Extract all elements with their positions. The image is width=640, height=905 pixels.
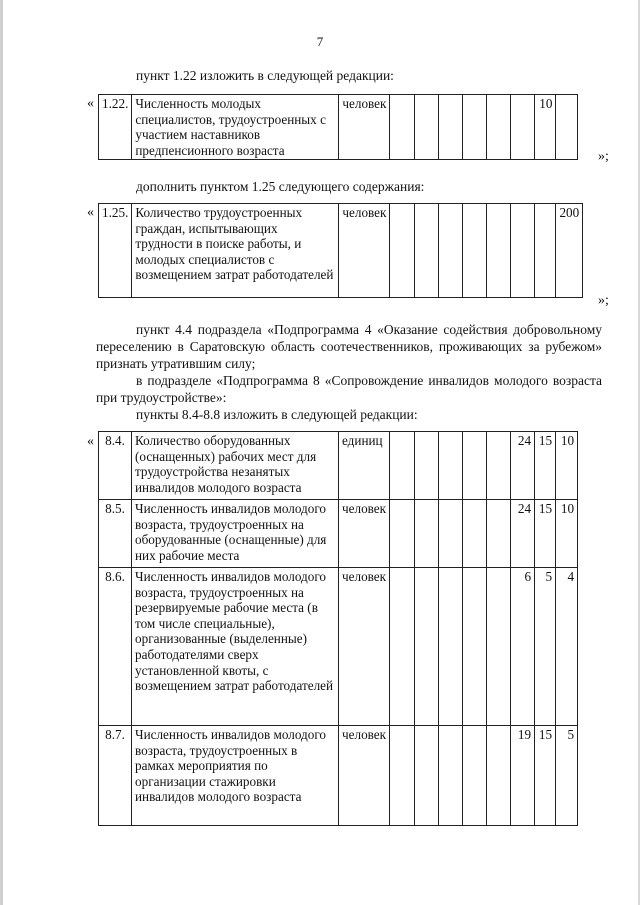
value-cell: 24: [511, 432, 535, 500]
table-1-25: [98, 203, 583, 298]
value-cell: [535, 204, 556, 298]
value-cell: [463, 95, 487, 160]
scan-edge-left: [0, 0, 3, 905]
value-cell: 24: [511, 500, 535, 568]
paragraph-subprogram-8: в подразделе «Подпрограмма 8 «Сопровождение инвалидов молодого возраста при трудоустройстве»:: [96, 373, 602, 405]
value-cell: [487, 204, 511, 298]
value-cell: [487, 568, 511, 726]
table-row: [99, 500, 578, 568]
page-number: 7: [316, 34, 324, 49]
value-cell: [415, 726, 439, 826]
value-cell: [487, 95, 511, 160]
unit-of-measure: человек: [339, 726, 390, 826]
value-cell: [415, 204, 439, 298]
row-number: 1.25.: [99, 204, 132, 298]
value-cell: [463, 204, 487, 298]
paragraph-edit-1-22: пункт 1.22 изложить в следующей редакции:: [136, 68, 394, 83]
paragraph-4-4: пункт 4.4 подраздела «Подпрограмма 4 «Оказание содействия добровольному переселению в Саратовскую область соотечественников, проживающих за рубежом» признать утратившим силу;: [96, 322, 602, 371]
value-cell: [463, 568, 487, 726]
value-cell: 15: [535, 500, 556, 568]
indicator-name: Количество трудоустроенных граждан, испытывающих трудности в поиске работы, и молодых специалистов с возмещением затрат работодателей: [132, 204, 339, 298]
indicator-name: Численность инвалидов молодого возраста, трудоустроенных на оборудованные (оснащенные) для них рабочие места: [132, 500, 339, 568]
value-cell: 6: [511, 568, 535, 726]
table-row: [99, 204, 583, 298]
paragraph-edit-8-4-8-8: пункты 8.4-8.8 изложить в следующей редакции:: [136, 407, 418, 422]
table-1-22: [98, 94, 578, 160]
indicator-name: Численность инвалидов молодого возраста, трудоустроенных на резервируемые рабочие места (в том числе специальные), организованные (выделенные) работодателями сверх установленной квоты, с возмещением затрат работодателей: [132, 568, 339, 726]
value-cell: [439, 726, 463, 826]
value-cell: 15: [535, 726, 556, 826]
value-cell: [415, 500, 439, 568]
value-cell: [439, 568, 463, 726]
quote-open-1: «: [87, 96, 94, 111]
quote-close-1: »;: [598, 149, 609, 164]
value-cell: 19: [511, 726, 535, 826]
value-cell: [439, 500, 463, 568]
row-number: 8.4.: [99, 432, 132, 500]
value-cell: [390, 204, 415, 298]
value-cell: [487, 500, 511, 568]
row-number: 8.6.: [99, 568, 132, 726]
value-cell: [390, 432, 415, 500]
table-8-4-8-7: [98, 431, 578, 826]
value-cell: 10: [535, 95, 556, 160]
unit-of-measure: единиц: [339, 432, 390, 500]
table-row: [99, 568, 578, 726]
value-cell: 10: [556, 432, 578, 500]
unit-of-measure: человек: [339, 568, 390, 726]
value-cell: [390, 568, 415, 726]
indicator-name: Численность молодых специалистов, трудоустроенных с участием наставников предпенсионного возраста: [132, 95, 339, 160]
unit-of-measure: человек: [339, 95, 390, 160]
quote-open-3: «: [87, 434, 94, 449]
value-cell: [390, 95, 415, 160]
table-row: [99, 726, 578, 826]
value-cell: [463, 500, 487, 568]
unit-of-measure: человек: [339, 204, 390, 298]
value-cell: [439, 95, 463, 160]
value-cell: [463, 726, 487, 826]
value-cell: [415, 432, 439, 500]
value-cell: [511, 95, 535, 160]
value-cell: [556, 95, 578, 160]
value-cell: [511, 204, 535, 298]
row-number: 8.7.: [99, 726, 132, 826]
quote-close-2: »;: [598, 293, 609, 308]
value-cell: 5: [535, 568, 556, 726]
value-cell: [390, 500, 415, 568]
value-cell: 4: [556, 568, 578, 726]
unit-of-measure: человек: [339, 500, 390, 568]
value-cell: [390, 726, 415, 826]
paragraph-add-1-25: дополнить пунктом 1.25 следующего содержания:: [136, 179, 425, 194]
value-cell: [415, 568, 439, 726]
value-cell: [415, 95, 439, 160]
value-cell: [487, 726, 511, 826]
quote-open-2: «: [87, 205, 94, 220]
value-cell: [439, 204, 463, 298]
indicator-name: Количество оборудованных (оснащенных) рабочих мест для трудоустройства незанятых инвалидов молодого возраста: [132, 432, 339, 500]
value-cell: [487, 432, 511, 500]
value-cell: [439, 432, 463, 500]
table-row: [99, 432, 578, 500]
value-cell: 10: [556, 500, 578, 568]
value-cell: 5: [556, 726, 578, 826]
row-number: 1.22.: [99, 95, 132, 160]
indicator-name: Численность инвалидов молодого возраста, трудоустроенных в рамках мероприятия по организации стажировки инвалидов молодого возраста: [132, 726, 339, 826]
value-cell: 15: [535, 432, 556, 500]
table-row: [99, 95, 578, 160]
row-number: 8.5.: [99, 500, 132, 568]
value-cell: 200: [556, 204, 583, 298]
value-cell: [463, 432, 487, 500]
